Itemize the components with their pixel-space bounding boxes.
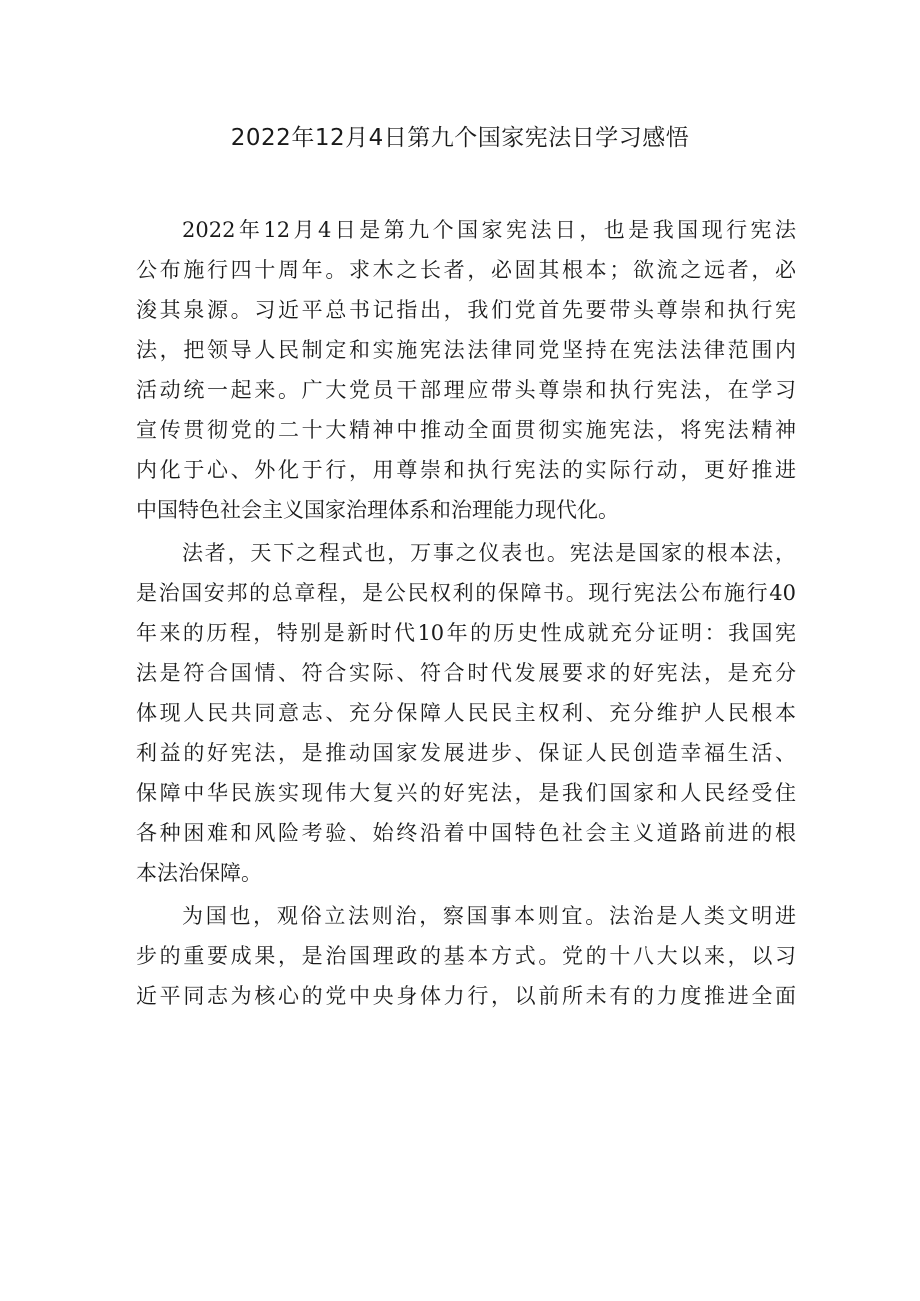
paragraph xyxy=(136,210,796,530)
paragraph-line: 年来的历程，特别是新时代10年的历史性成就充分证明：我国宪 xyxy=(136,621,796,645)
paragraph-line: 步的重要成果，是治国理政的基本方式。党的十八大以来，以习 xyxy=(136,944,796,968)
paragraph-line: 体现人民共同意志、充分保障人民民主权利、充分维护人民根本 xyxy=(136,701,796,725)
paragraph-line: 2022年12月4日是第九个国家宪法日，也是我国现行宪法 xyxy=(182,218,796,242)
paragraph-line: 法者，天下之程式也，万事之仪表也。宪法是国家的根本法， xyxy=(182,541,796,565)
paragraph xyxy=(136,533,796,893)
document-title: 2022年12月4日第九个国家宪法日学习感悟 xyxy=(230,125,690,151)
paragraph-line: 内化于心、外化于行，用尊崇和执行宪法的实际行动，更好推进 xyxy=(136,458,796,482)
paragraph-line: 法，把领导人民制定和实施宪法法律同党坚持在宪法法律范围内 xyxy=(136,338,796,362)
paragraph-line: 公布施行四十周年。求木之长者，必固其根本；欲流之远者，必 xyxy=(136,258,796,282)
paragraph-line: 浚其泉源。习近平总书记指出，我们党首先要带头尊崇和执行宪 xyxy=(136,298,796,322)
paragraph-line: 活动统一起来。广大党员干部理应带头尊崇和执行宪法，在学习 xyxy=(136,378,796,402)
paragraph xyxy=(136,896,796,1016)
paragraph-line: 是治国安邦的总章程，是公民权利的保障书。现行宪法公布施行40 xyxy=(136,581,796,605)
paragraph-line: 中国特色社会主义国家治理体系和治理能力现代化。 xyxy=(136,498,619,522)
paragraph-line: 各种困难和风险考验、始终沿着中国特色社会主义道路前进的根 xyxy=(136,821,796,845)
paragraph-line: 本法治保障。 xyxy=(136,861,262,885)
document-body xyxy=(136,210,796,1019)
paragraph-line: 近平同志为核心的党中央身体力行，以前所未有的力度推进全面 xyxy=(136,984,796,1008)
paragraph-line: 利益的好宪法，是推动国家发展进步、保证人民创造幸福生活、 xyxy=(136,741,796,765)
paragraph-line: 法是符合国情、符合实际、符合时代发展要求的好宪法，是充分 xyxy=(136,661,796,685)
paragraph-line: 宣传贯彻党的二十大精神中推动全面贯彻实施宪法，将宪法精神 xyxy=(136,418,796,442)
paragraph-line: 保障中华民族实现伟大复兴的好宪法，是我们国家和人民经受住 xyxy=(136,781,796,805)
paragraph-line: 为国也，观俗立法则治，察国事本则宜。法治是人类文明进 xyxy=(182,904,796,928)
